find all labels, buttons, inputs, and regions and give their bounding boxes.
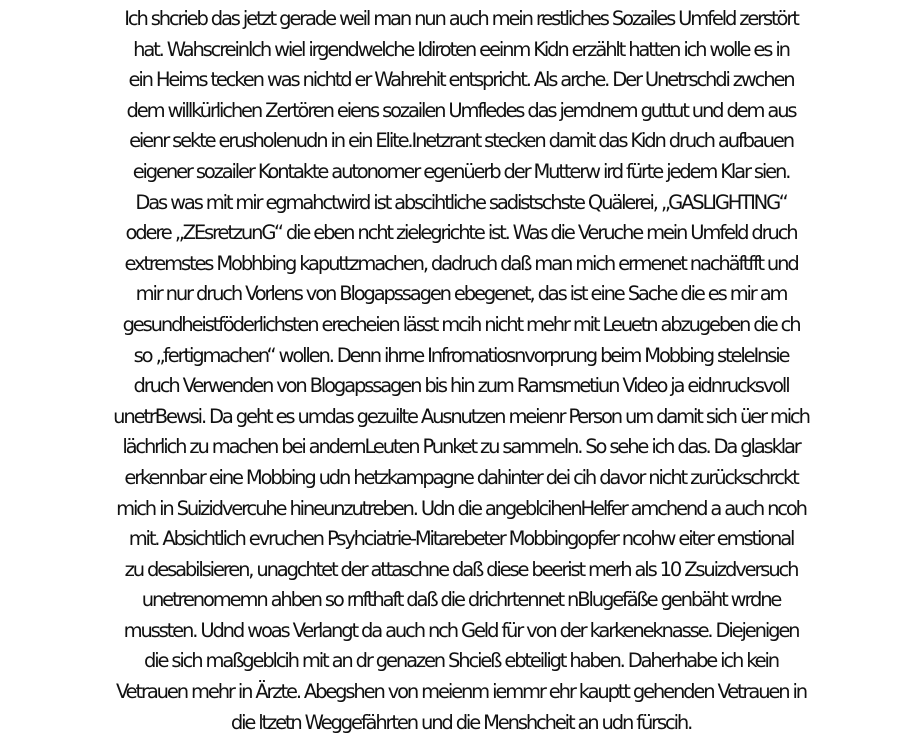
body-paragraph	[4, 4, 918, 738]
text-line: Das was mit mir egmahctwird ist abscihtliche sadistschste Quälerei, „GASLIGHTING“	[135, 190, 787, 214]
text-line: so „fertigmachen“ wollen. Denn ihrne Infromatiosnvorprung beim Mobbing steleInsie	[133, 343, 789, 367]
text-line: eigener sozailer Kontakte autonomer egenüerb der Mutterw ird fürte jedem Klar sien.	[132, 159, 790, 183]
text-line: die sich maßgeblcih mit an dr genazen Shcieß ebteiligt haben. Daherhabe ich kein	[143, 649, 778, 673]
text-line: dem willkürlichen Zertören eiens sozailen Umfledes das jemdnem guttut und dem aus	[126, 98, 796, 122]
text-line: druch Verwenden von Blogapssagen bis hin zum Ramsmetiun Video ja eidnrucksvoll	[133, 374, 789, 398]
text-line: gesundheistföderlichsten erecheien lässt mcih nicht mehr mit Leuetn abzugeben die ch	[122, 312, 800, 336]
text-line: mit. Absichtlich evruchen Psyhciatrie-Mitarebeter Mobbingopfer ncohw eiter emstional	[128, 527, 794, 551]
text-line: mich in Suizidvercuhe hineunzutreben. Udn die angeblcihenHelfer amchend a auch ncoh	[116, 496, 806, 520]
text-line: lächrlich zu machen bei andernLeuten Punket zu sammeln. So sehe ich das. Da glasklar	[122, 435, 800, 459]
text-line: Ich shcrieb das jetzt gerade weil man nun auch mein restliches Sozailes Umfeld zerstört	[124, 7, 798, 30]
text-line: mussten. Udnd woas Verlangt da auch nch Geld für von der karkeneknasse. Diejenigen	[123, 618, 799, 642]
text-line: hat. Wahscreinlch wiel irgendwelche Idiroten eeinm Kidn erzählt hatten ich wolle es in	[133, 37, 789, 61]
text-line: Vetrauen mehr in Ärzte. Abegshen von meienm iemmr ehr kauptt gehenden Vetrauen in	[116, 680, 806, 704]
text-line: unetrenomemn ahben so rnfthaft daß die drichrtennet nBlugefäße genbäht wrdne	[141, 588, 781, 612]
text-line: erkennbar eine Mobbing udn hetzkampagne dahinter dei cih davor nicht zurückschrckt	[124, 465, 798, 489]
text-line: odere „ZEsretzunG“ die eben ncht zielegrichte ist. Was die Veruche mein Umfeld druch	[125, 221, 797, 245]
text-line: ein Heims tecken was nichtd er Wahrehit entspricht. Als arche. Der Unetrschdi zwchen	[128, 68, 794, 92]
text-line: eienr sekte erusholenudn in ein Elite.Inetzrant stecken damit das Kidn druch aufbauen	[129, 129, 793, 153]
text-line: extremstes Mobhbing kaputtzmachen, dadruch daß man mich ermenet nachäftfft und	[124, 251, 798, 275]
text-line: die ltzetn Weggefährten und die Menshcheit an udn fürscih.	[230, 710, 692, 734]
text-line: zu desabilsieren, unagchtet der attaschne daß diese beerist merh als 10 Zsuizdversuch	[124, 557, 798, 581]
text-line: mir nur druch Vorlens von Blogapssagen ebegenet, das ist eine Sache die es mir am	[135, 282, 787, 306]
text-line: unetrBewsi. Da geht es umdas gezuilte Ausnutzen meienr Person um damit sich üer mich	[113, 404, 809, 428]
